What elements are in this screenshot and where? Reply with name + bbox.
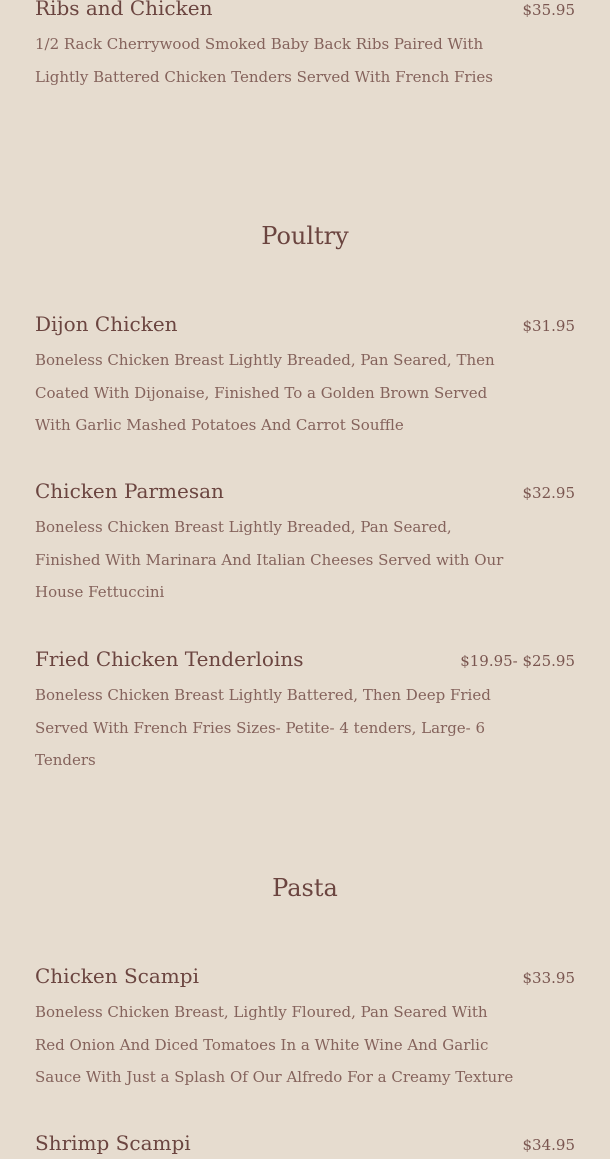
- menu-item-price: $33.95: [522, 969, 575, 987]
- menu-item-description: Boneless Chicken Breast, Lightly Floured, Pan Seared With Red Onion And Diced Tomatoes In a White Wine And Garlic Sauce With Just a Splash Of Our Alfredo For a Creamy Texture: [35, 1003, 514, 1086]
- menu-item: [35, 645, 575, 777]
- menu-item-name: Dijon Chicken: [35, 312, 178, 336]
- menu-item-price: $19.95- $25.95: [460, 652, 575, 670]
- menu-item-name: Chicken Scampi: [35, 964, 199, 988]
- menu-item-name: Shrimp Scampi: [35, 1131, 191, 1155]
- menu-item-description: Boneless Chicken Breast Lightly Breaded, Pan Seared, Finished With Marinara And Italian Cheeses Served with Our House Fettuccini: [35, 518, 504, 601]
- menu-item: [35, 0, 575, 93]
- menu-item-description: Boneless Chicken Breast Lightly Battered, Then Deep Fried Served With French Fries Sizes- Petite- 4 tenders, Large- 6 Tenders: [35, 686, 491, 769]
- menu-item: [35, 477, 575, 609]
- menu-item-name: Fried Chicken Tenderloins: [35, 647, 304, 671]
- menu-item-price: $34.95: [522, 1136, 575, 1154]
- menu-item-price: $31.95: [522, 317, 575, 335]
- menu-item-name: Ribs and Chicken: [35, 0, 213, 20]
- menu-item-price: $32.95: [522, 484, 575, 502]
- section-title-pasta: Pasta: [272, 874, 338, 902]
- menu-item: [35, 1129, 575, 1157]
- menu-item: [35, 310, 575, 442]
- menu-item: [35, 962, 575, 1094]
- menu-item-description: 1/2 Rack Cherrywood Smoked Baby Back Ribs Paired With Lightly Battered Chicken Tenders Served With French Fries: [35, 35, 493, 86]
- section-title-poultry: Poultry: [261, 222, 349, 250]
- menu-item-price: $35.95: [522, 1, 575, 19]
- menu-item-description: Boneless Chicken Breast Lightly Breaded, Pan Seared, Then Coated With Dijonaise, Finished To a Golden Brown Served With Garlic Mashed Potatoes And Carrot Souffle: [35, 351, 495, 434]
- menu-item-name: Chicken Parmesan: [35, 479, 224, 503]
